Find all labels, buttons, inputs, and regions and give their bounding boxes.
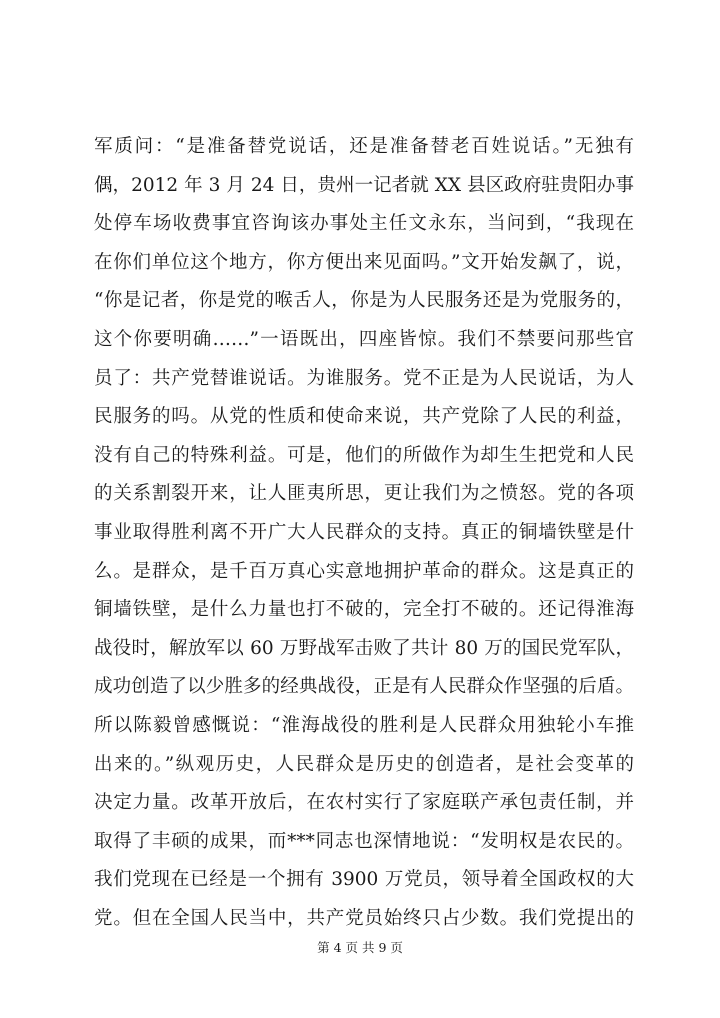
text-line-14: 战役时，解放军以 60 万野战军击败了共计 80 万的国民党军队， [94, 637, 634, 659]
text-line-1: 军质问：“是准备替党说话，还是准备替老百姓说话。”无独有 [94, 136, 634, 157]
text-line-20: 我们党现在已经是一个拥有 3900 万党员，领导着全国政权的大 [94, 869, 634, 891]
text-line-10: 的关系割裂开来，让人匪夷所思，更让我们为之愤怒。党的各项 [94, 483, 634, 505]
text-line-6: 这个你要明确……”一语既出，四座皆惊。我们不禁要问那些官 [94, 328, 634, 350]
text-line-16: 所以陈毅曾感慨说：“淮海战役的胜利是人民群众用独轮小车推 [94, 714, 634, 736]
text-line-5: “你是记者，你是党的喉舌人，你是为人民服务还是为党服务的， [94, 290, 634, 312]
text-line-13: 铜墙铁壁，是什么力量也打不破的，完全打不破的。还记得淮海 [94, 599, 634, 621]
text-line-8: 民服务的吗。从党的性质和使命来说，共产党除了人民的利益， [94, 406, 634, 428]
text-line-17: 出来的。”纵观历史，人民群众是历史的创造者，是社会变革的 [94, 753, 634, 775]
text-line-12: 么。是群众，是千百万真心实意地拥护革命的群众。这是真正的 [94, 560, 634, 582]
text-line-11: 事业取得胜利离不开广大人民群众的支持。真正的铜墙铁壁是什 [94, 521, 634, 543]
body-text [94, 128, 634, 938]
text-line-3: 处停车场收费事宜咨询该办事处主任文永东，当问到，“我现在 [94, 213, 634, 235]
text-line-2: 偶，2012 年 3 月 24 日，贵州一记者就 XX 县区政府驻贵阳办事 [94, 174, 634, 196]
text-line-15: 成功创造了以少胜多的经典战役，正是有人民群众作坚强的后盾。 [94, 676, 634, 698]
text-line-19: 取得了丰硕的成果，而***同志也深情地说：“发明权是农民的。 [94, 830, 634, 852]
text-line-7: 员了：共产党替谁说话。为谁服务。党不正是为人民说话，为人 [94, 367, 634, 389]
text-line-21: 党。但在全国人民当中，共产党员始终只占少数。我们党提出的 [94, 907, 634, 929]
page-footer: 第 4 页 共 9 页 [317, 940, 403, 955]
text-line-18: 决定力量。改革开放后，在农村实行了家庭联产承包责任制，并 [94, 792, 634, 814]
text-line-9: 没有自己的特殊利益。可是，他们的所做作为却生生把党和人民 [94, 444, 634, 466]
text-line-4: 在你们单位这个地方，你方便出来见面吗。”文开始发飙了，说， [94, 251, 634, 273]
